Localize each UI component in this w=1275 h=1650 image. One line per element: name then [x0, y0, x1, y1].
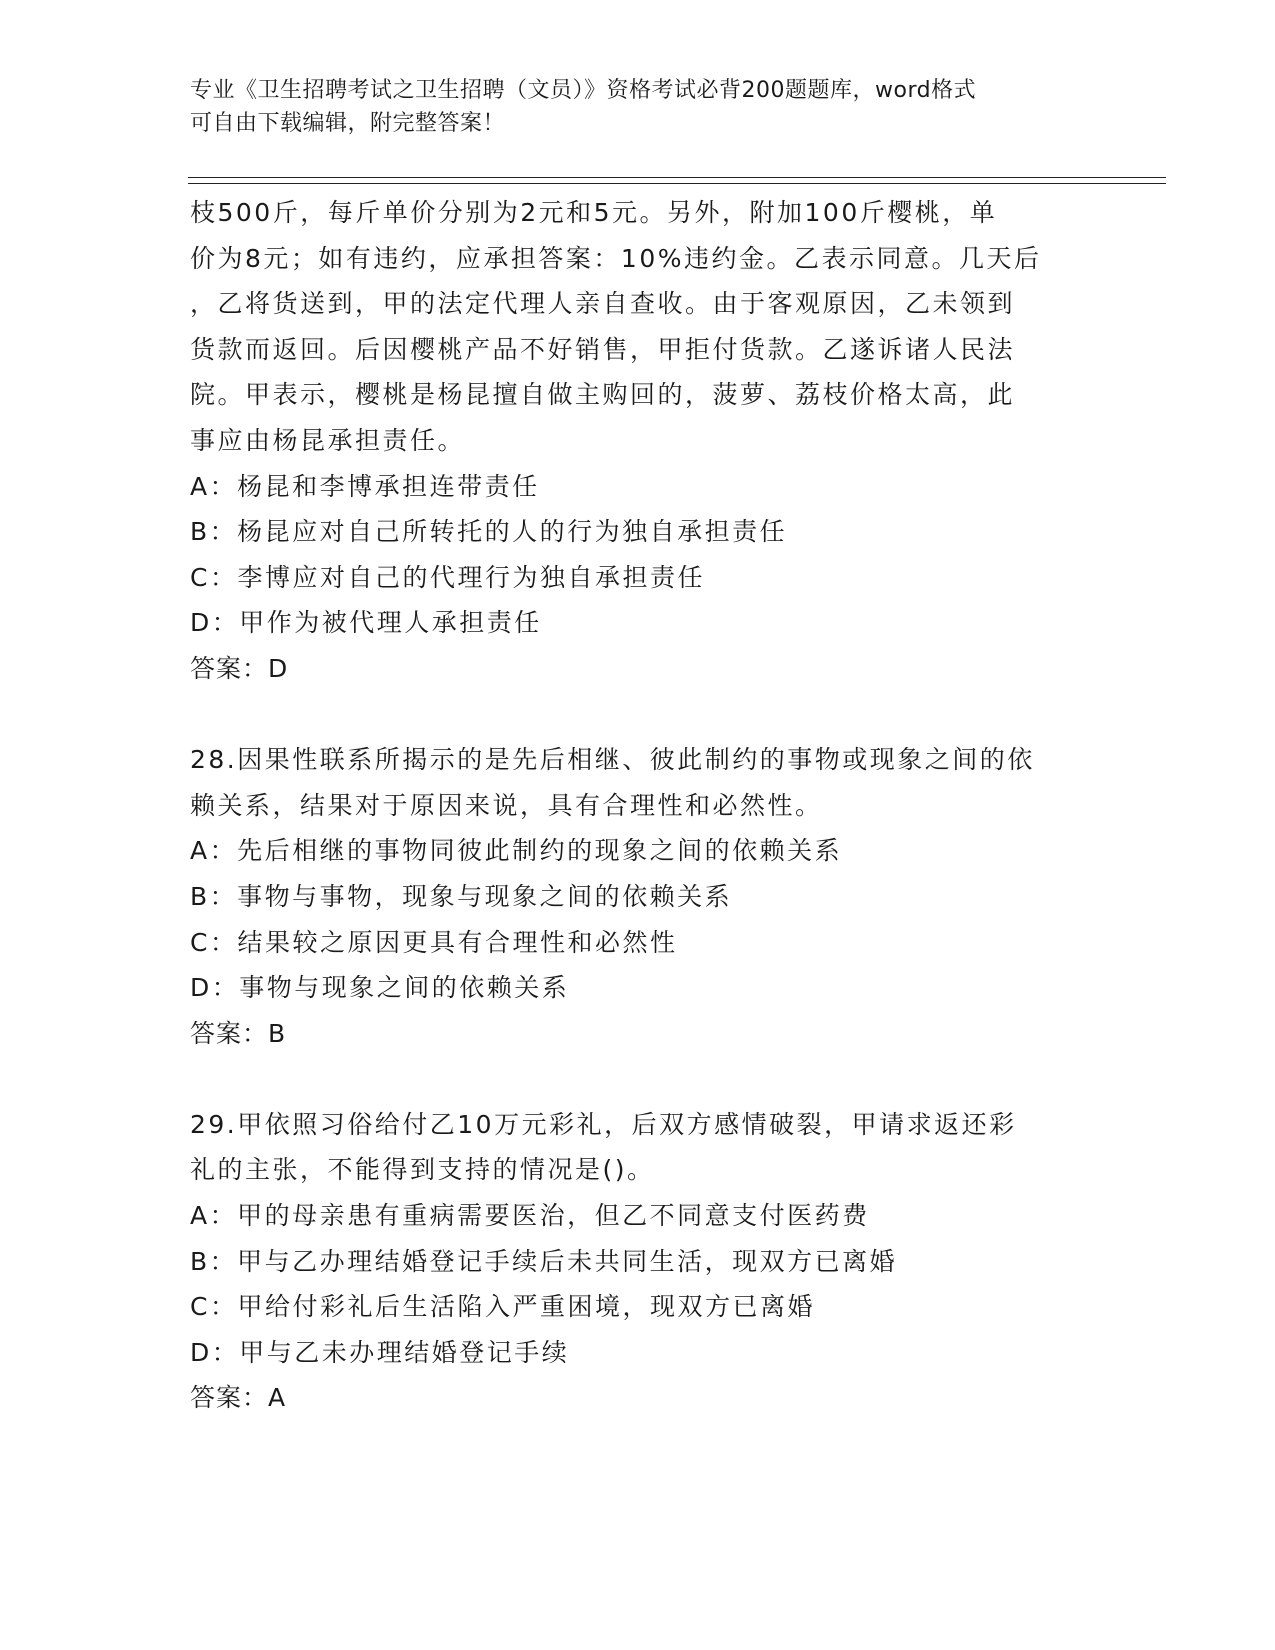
question-stem-line: 事应由杨昆承担责任。 — [190, 425, 466, 455]
document-header — [190, 74, 1090, 140]
question-stem-line: 礼的主张，不能得到支持的情况是()。 — [190, 1155, 655, 1185]
option-a: A：甲的母亲患有重病需要医治，但乙不同意支付医药费 — [190, 1201, 870, 1231]
question-stem-line: ，乙将货送到，甲的法定代理人亲自查收。由于客观原因，乙未领到 — [190, 289, 1016, 319]
option-b: B：甲与乙办理结婚登记手续后未共同生活，现双方已离婚 — [190, 1246, 898, 1276]
option-c: C：结果较之原因更具有合理性和必然性 — [190, 927, 678, 957]
header-title-line-1: 专业《卫生招聘考试之卫生招聘（文员）》资格考试必背200题题库，word格式 — [190, 78, 977, 103]
question-stem-line: 枝500斤，每斤单价分别为2元和5元。另外，附加100斤樱桃，单 — [190, 198, 998, 227]
option-b: B：杨昆应对自己所转托的人的行为独自承担责任 — [190, 517, 788, 547]
question-spacer — [190, 1056, 1090, 1102]
option-a: A：杨昆和李博承担连带责任 — [190, 471, 540, 501]
question-stem-line: 赖关系，结果对于原因来说，具有合理性和必然性。 — [190, 790, 823, 820]
answer-key: 答案：D — [190, 653, 289, 683]
question-29 — [190, 1102, 1090, 1421]
question-spacer — [190, 692, 1090, 738]
answer-key: 答案：B — [190, 1018, 287, 1048]
option-c: C：甲给付彩礼后生活陷入严重困境，现双方已离婚 — [190, 1292, 815, 1322]
header-divider — [188, 177, 1166, 184]
question-stem-line: 院。甲表示，樱桃是杨昆擅自做主购回的，菠萝、荔枝价格太高，此 — [190, 380, 1016, 410]
question-stem-line: 29.甲依照习俗给付乙10万元彩礼，后双方感情破裂，甲请求返还彩 — [190, 1109, 1017, 1139]
answer-key: 答案：A — [190, 1383, 287, 1413]
option-d: D：甲与乙未办理结婚登记手续 — [190, 1337, 570, 1367]
question-28 — [190, 737, 1090, 1056]
document-body — [190, 190, 1090, 1421]
question-stem-line: 货款而返回。后因樱桃产品不好销售，甲拒付货款。乙遂诉诸人民法 — [190, 334, 1016, 364]
question-stem-line: 28.因果性联系所揭示的是先后相继、彼此制约的事物或现象之间的依 — [190, 745, 1035, 775]
question-continuation — [190, 190, 1090, 692]
option-c: C：李博应对自己的代理行为独自承担责任 — [190, 562, 705, 592]
option-a: A：先后相继的事物同彼此制约的现象之间的依赖关系 — [190, 836, 843, 866]
header-title-line-2: 可自由下载编辑，附完整答案！ — [190, 111, 506, 136]
option-d: D：甲作为被代理人承担责任 — [190, 608, 542, 638]
option-d: D：事物与现象之间的依赖关系 — [190, 973, 570, 1003]
question-stem-line: 价为8元；如有违约，应承担答案：10%违约金。乙表示同意。几天后 — [190, 243, 1042, 273]
option-b: B：事物与事物，现象与现象之间的依赖关系 — [190, 881, 733, 911]
